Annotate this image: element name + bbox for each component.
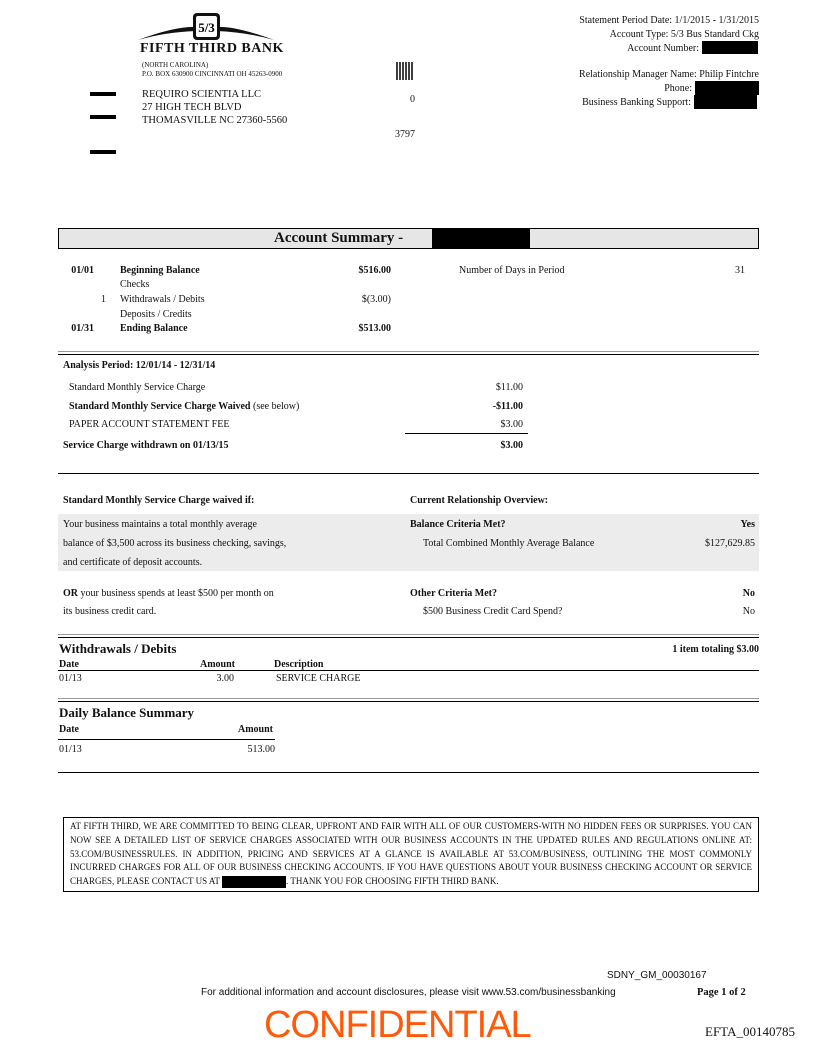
daily-balance-title: Daily Balance Summary <box>59 705 195 720</box>
waiver-text: Your business maintains a total monthly average <box>63 519 257 530</box>
statement-period: Statement Period Date: 1/1/2015 - 1/31/2015 <box>579 15 759 26</box>
row-date: 01/13 <box>59 673 82 684</box>
total-label: Service Charge withdrawn on 01/13/15 <box>63 440 229 451</box>
or-label: OR <box>63 588 78 599</box>
waiver-text: and certificate of deposit accounts. <box>63 557 203 568</box>
confidential-stamp: CONFIDENTIAL <box>264 1004 531 1046</box>
divider <box>58 473 759 474</box>
phone-label: Phone: <box>664 83 692 94</box>
bank-region: (NORTH CAROLINA) <box>142 61 209 69</box>
notice-text: . THANK YOU FOR CHOOSING FIFTH THIRD BANK. <box>285 876 499 887</box>
logo-mark-icon <box>136 12 276 42</box>
mail-mark <box>90 150 116 154</box>
subtotal-line <box>405 433 528 434</box>
bank-name: FIFTH THIRD BANK <box>140 41 284 56</box>
summary-date: 01/31 <box>71 323 94 334</box>
code-2: 3797 <box>395 129 415 140</box>
customer-city: THOMASVILLE NC 27360-5560 <box>142 115 288 126</box>
svg-text:5/3: 5/3 <box>198 20 215 35</box>
redaction <box>694 95 757 109</box>
divider <box>58 351 759 355</box>
summary-label: Ending Balance <box>120 323 188 334</box>
notice-box <box>63 817 759 892</box>
support-label: Business Banking Support: <box>582 97 691 108</box>
days-label: Number of Days in Period <box>459 265 565 276</box>
average-balance-value: $127,629.85 <box>705 538 755 549</box>
charge-label: Standard Monthly Service Charge <box>69 382 206 393</box>
column-header-date: Date <box>59 724 79 735</box>
mail-mark <box>90 92 116 96</box>
barcode-icon <box>396 62 414 80</box>
charge-amount: $11.00 <box>495 382 523 393</box>
divider <box>58 698 759 702</box>
waiver-text: your business spends at least $500 per month on <box>78 588 274 599</box>
average-balance-label: Total Combined Monthly Average Balance <box>423 538 595 549</box>
fee-label: PAPER ACCOUNT STATEMENT FEE <box>69 419 230 430</box>
divider <box>58 772 759 773</box>
divider <box>58 670 759 671</box>
withdrawals-summary: 1 item totaling $3.00 <box>672 644 759 655</box>
waiver-title: Standard Monthly Service Charge waived if: <box>63 495 255 506</box>
summary-amount: $516.00 <box>358 265 391 276</box>
row-date: 01/13 <box>59 744 82 755</box>
summary-date: 01/01 <box>71 265 94 276</box>
efta-number: EFTA_00140785 <box>705 1024 795 1039</box>
page-number: Page 1 of 2 <box>697 987 746 998</box>
summary-amount: $513.00 <box>358 323 391 334</box>
footer-info: For additional information and account disclosures, please visit www.53.com/businessbanking <box>201 987 616 998</box>
waiver-text: its business credit card. <box>63 606 157 617</box>
overview-title: Current Relationship Overview: <box>410 495 549 506</box>
balance-criteria-value: Yes <box>740 519 755 530</box>
redaction <box>695 81 759 95</box>
account-number-label: Account Number: <box>627 43 699 54</box>
summary-label: Deposits / Credits <box>120 309 192 320</box>
credit-card-label: $500 Business Credit Card Spend? <box>423 606 563 617</box>
column-header-amount: Amount <box>237 724 273 735</box>
relationship-manager: Relationship Manager Name: Philip Fintchre <box>579 69 759 80</box>
waiver-text: balance of $3,500 across its business checking, savings, <box>63 538 287 549</box>
code-1: 0 <box>410 94 415 105</box>
days-value: 31 <box>735 265 745 276</box>
account-type: Account Type: 5/3 Bus Standard Ckg <box>609 29 759 40</box>
balance-criteria-label: Balance Criteria Met? <box>410 519 506 530</box>
redaction <box>702 41 758 54</box>
redaction <box>432 229 530 248</box>
row-amount: 513.00 <box>247 744 275 755</box>
bank-address: P.O. BOX 630900 CINCINNATI OH 45263-0900 <box>142 70 283 78</box>
waived-label: Standard Monthly Service Charge Waived <box>69 401 251 412</box>
redaction <box>222 876 286 888</box>
summary-count: 1 <box>101 294 106 305</box>
divider <box>58 739 275 740</box>
account-summary-title: Account Summary - <box>274 230 404 246</box>
fee-amount: $3.00 <box>500 419 523 430</box>
waived-note: (see below) <box>252 401 300 412</box>
mail-mark <box>90 115 116 119</box>
notice-text: AT FIFTH THIRD, WE ARE COMMITTED TO BEING CLEAR, UPFRONT AND FAIR WITH ALL OF OUR CUSTOMERS-WITH NO HIDDEN FEES OR SURPRISES. YOU CAN NOW SEE A DETAILED LIST OF SERVICE CHARGES ASSOCIATED WITH OUR BUSINESS ACCOUNTS IN THE UPDATED RULES AND REGULATIONS ONLINE AT: 53.COM/BUSINESSRULES. IN ADDITION, PRICING AND SERVICES AT A GLANCE IS AVAILABLE AT 53.COM/BUSINESS, OUTLINING THE MOST COMMONLY INCURRED CHARGES FOR ALL OF OUR BUSINESS CHECKING ACCOUNTS. IF YOU HAVE QUESTIONS ABOUT YOUR BUSINESS CHECKING ACCOUNT OR SERVICE CHARGES, PLEASE CONTACT US AT <box>70 821 752 887</box>
summary-label: Withdrawals / Debits <box>120 294 205 305</box>
other-criteria-label: Other Criteria Met? <box>410 588 497 599</box>
column-header-description: Description <box>274 659 324 670</box>
waived-amount: -$11.00 <box>492 401 523 412</box>
row-amount: 3.00 <box>216 673 234 684</box>
divider <box>58 634 759 638</box>
customer-name: REQUIRO SCIENTIA LLC <box>142 89 261 100</box>
summary-label: Checks <box>120 279 150 290</box>
bates-number: SDNY_GM_00030167 <box>607 970 707 981</box>
summary-label: Beginning Balance <box>120 265 200 276</box>
column-header-date: Date <box>59 659 79 670</box>
credit-card-value: No <box>742 606 755 617</box>
customer-street: 27 HIGH TECH BLVD <box>142 102 242 113</box>
summary-amount: $(3.00) <box>361 294 391 305</box>
total-amount: $3.00 <box>500 440 523 451</box>
column-header-amount: Amount <box>199 659 235 670</box>
other-criteria-value: No <box>742 588 755 599</box>
withdrawals-title: Withdrawals / Debits <box>59 641 177 656</box>
row-description: SERVICE CHARGE <box>276 673 361 684</box>
account-summary-bar <box>58 228 759 249</box>
analysis-title: Analysis Period: 12/01/14 - 12/31/14 <box>63 360 216 371</box>
